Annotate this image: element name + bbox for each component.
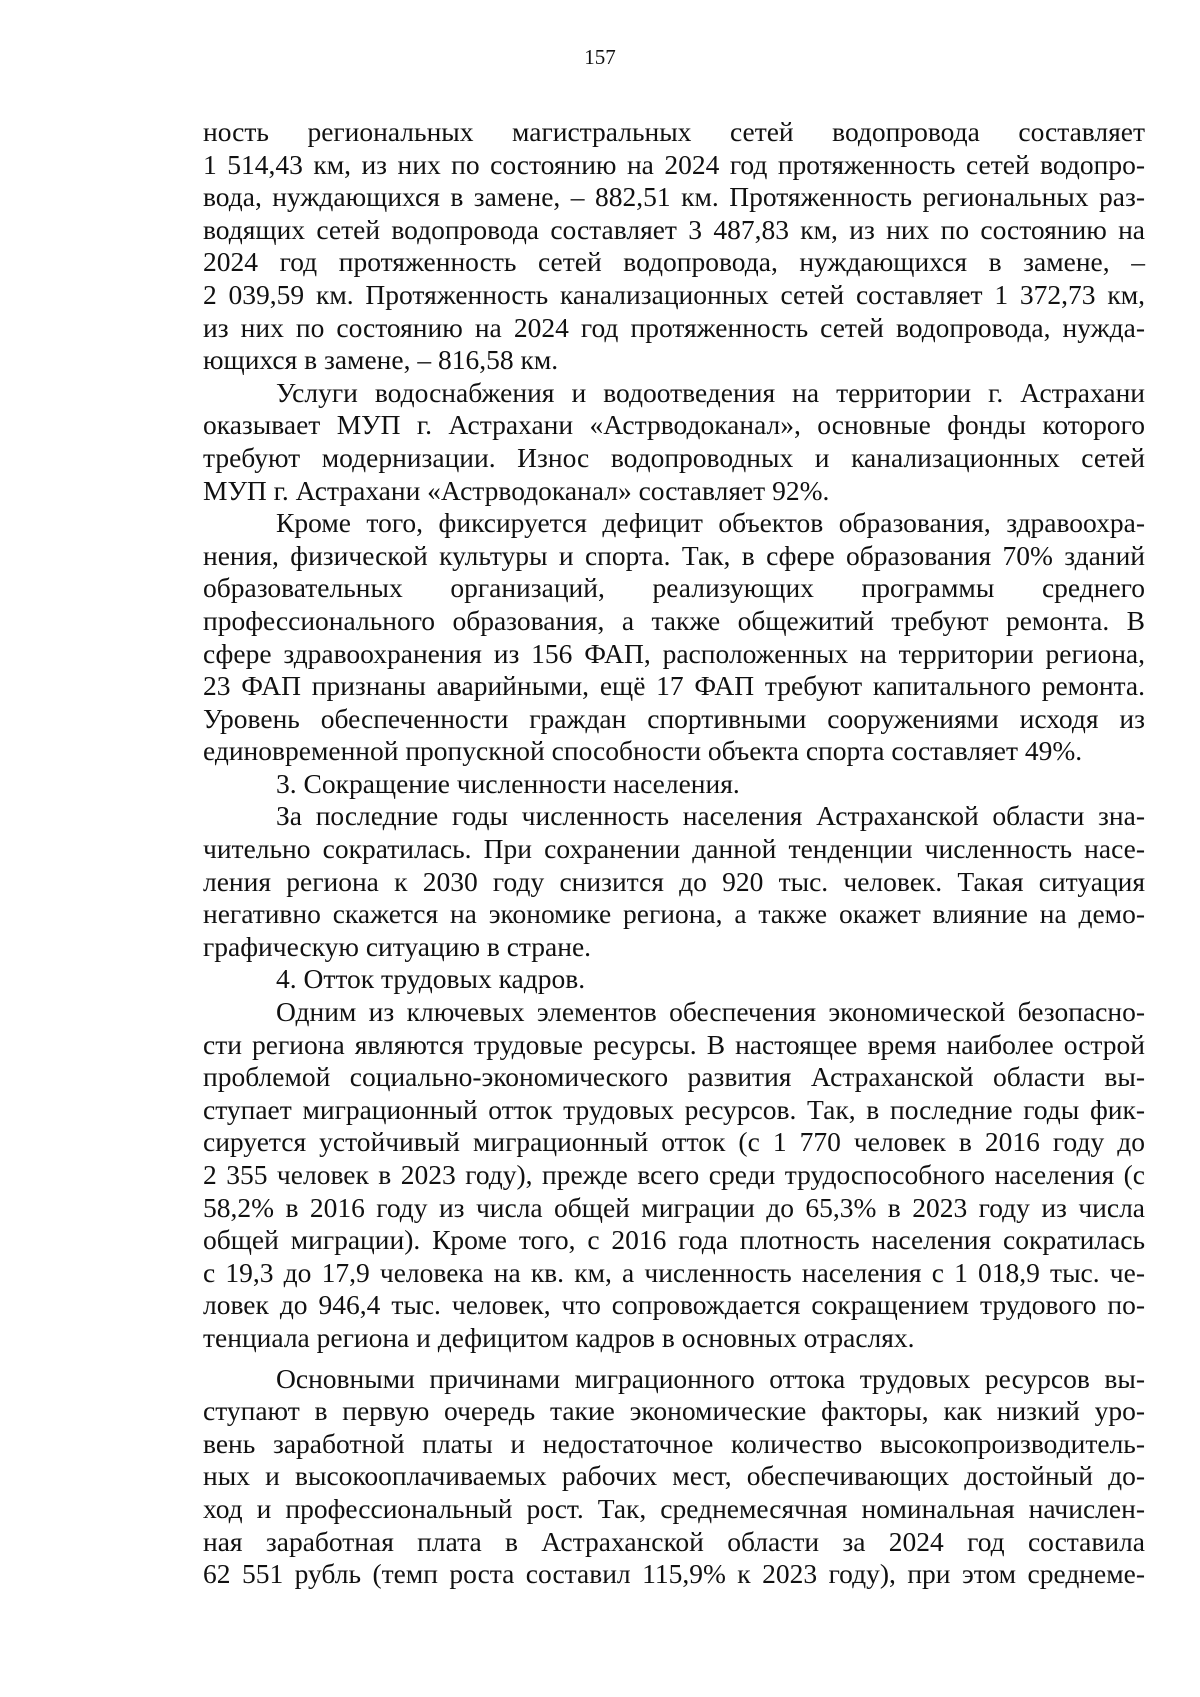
text-line: образовательных организаций, реализующих программы среднего [203,572,1145,604]
text-line: негативно скажется на экономике региона, а также окажет влияние на демо- [203,898,1145,930]
text-line: ная заработная плата в Астраханской области за 2024 год составила [203,1525,1145,1557]
text-line: оказывает МУП г. Астрахани «Астрводоканал», основные фонды которого [203,409,1145,441]
text-line: вода, нуждающихся в замене, – 882,51 км. Протяженность региональных раз- [203,181,1145,213]
text-line: ловек до 946,4 тыс. человек, что сопровождается сокращением трудового по- [203,1289,1145,1321]
text-line: сти региона являются трудовые ресурсы. В настоящее время наиболее острой [203,1028,1145,1060]
text-line: 2 355 человек в 2023 году), прежде всего среди трудоспособного населения (с [203,1159,1145,1190]
text-line: Услуги водоснабжения и водоотведения на территории г. Астрахани [276,376,1145,408]
text-line: единовременной пропускной способности объекта спорта составляет 49%. [203,735,1083,767]
text-line: профессионального образования, а также общежитий требуют ремонта. В [203,604,1145,636]
text-line: ступают в первую очередь такие экономические факторы, как низкий уро- [203,1395,1145,1427]
text-line: ных и высокооплачиваемых рабочих мест, обеспечивающих достойный до- [203,1460,1145,1492]
text-line: 62 551 рубль (темп роста составил 115,9% к 2023 году), при этом среднеме- [203,1558,1145,1590]
text-line: вень заработной платы и недостаточное количество высокопроизводитель- [203,1427,1145,1459]
page-number: 157 [584,45,616,69]
text-line: Одним из ключевых элементов обеспечения экономической безопасно- [276,996,1145,1028]
text-line: Уровень обеспеченности граждан спортивными сооружениями исходя из [203,702,1145,734]
text-line: ход и профессиональный рост. Так, среднемесячная номинальная начислен- [203,1492,1145,1524]
text-line: МУП г. Астрахани «Астрводоканал» составляет 92%. [203,474,830,506]
text-line: 1 514,43 км, из них по состоянию на 2024 год протяженность сетей водопро- [203,148,1145,180]
text-line: Кроме того, фиксируется дефицит объектов образования, здравоохра- [276,507,1145,539]
text-line: чительно сократилась. При сохранении данной тенденции численность насе- [203,833,1145,865]
text-line: За последние годы численность населения Астраханской области зна- [276,800,1145,832]
text-line: водящих сетей водопровода составляет 3 487,83 км, из них по состоянию на [203,213,1145,245]
text-line: 2 039,59 км. Протяженность канализационных сетей составляет 1 372,73 км, [203,278,1145,310]
text-line: графическую ситуацию в стране. [203,930,592,962]
text-line: ления региона к 2030 году снизится до 920 тыс. человек. Такая ситуация [203,865,1145,897]
body-text [203,116,1145,1591]
text-line: ность региональных магистральных сетей водопровода составляет [203,116,1145,147]
text-line: 2024 год протяженность сетей водопровода, нуждающихся в замене, – [203,246,1145,278]
text-line: нения, физической культуры и спорта. Так, в сфере образования 70% зданий [203,539,1145,571]
paragraph-gap [203,1355,1145,1363]
text-line: из них по состоянию на 2024 год протяженность сетей водопровода, нужда- [203,311,1145,343]
text-line: ступает миграционный отток трудовых ресурсов. Так, в последние годы фик- [203,1093,1145,1125]
text-line: требуют модернизации. Износ водопроводных и канализационных сетей [203,441,1145,473]
text-line: общей миграции). Кроме того, с 2016 года плотность населения сократилась [203,1224,1145,1256]
text-line: 3. Сокращение численности населения. [276,767,740,799]
text-line: проблемой социально-экономического развития Астраханской области вы- [203,1061,1145,1093]
text-line: сируется устойчивый миграционный отток (с 1 770 человек в 2016 году до [203,1126,1145,1158]
text-line: 23 ФАП признаны аварийными, ещё 17 ФАП требуют капитального ремонта. [203,670,1145,702]
text-line: с 19,3 до 17,9 человека на кв. км, а численность населения с 1 018,9 тыс. че- [203,1256,1145,1288]
text-line: 58,2% в 2016 году из числа общей миграции до 65,3% в 2023 году из числа [203,1191,1145,1223]
text-line: сфере здравоохранения из 156 ФАП, расположенных на территории региона, [203,637,1145,669]
text-line: ющихся в замене, – 816,58 км. [203,344,559,376]
text-line: 4. Отток трудовых кадров. [276,963,586,995]
text-line: тенциала региона и дефицитом кадров в основных отраслях. [203,1321,915,1353]
text-line: Основными причинами миграционного оттока трудовых ресурсов вы- [276,1362,1145,1394]
